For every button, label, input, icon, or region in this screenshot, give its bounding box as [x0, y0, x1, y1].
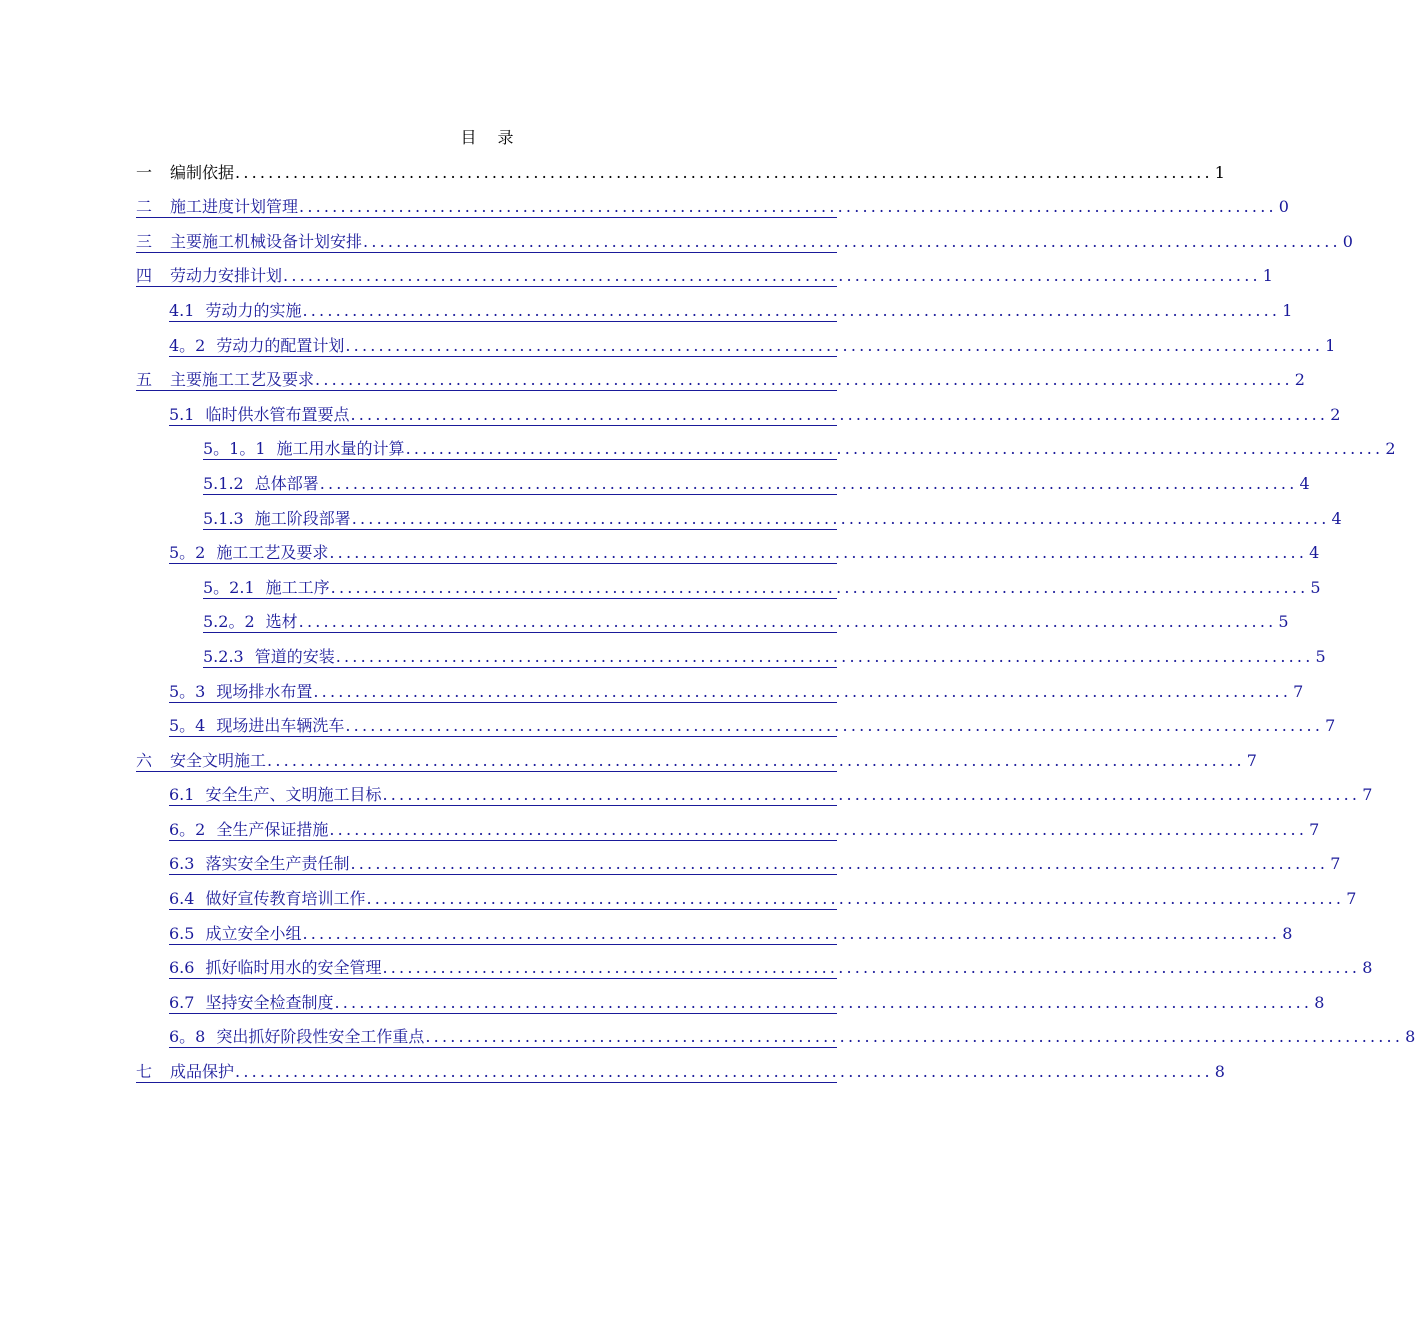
dot-leader: ......................................................................................................................	[345, 335, 1324, 355]
dot-leader: ......................................................................................................................	[315, 370, 1293, 390]
toc-entry-9[interactable]	[203, 431, 1396, 466]
toc-entry-number: 6.1	[169, 785, 195, 805]
toc-entry-page: 5	[1278, 612, 1289, 632]
dot-leader: ......................................................................................................................	[313, 681, 1292, 701]
toc-entry-10[interactable]	[203, 465, 1310, 500]
toc-entry-title: 安全文明施工	[170, 750, 267, 770]
toc-entry-number: 三	[136, 231, 153, 251]
dot-leader: ......................................................................................................................	[366, 889, 1345, 909]
toc-entry-page: 8	[1314, 992, 1325, 1012]
toc-entry-4[interactable]	[136, 258, 1273, 293]
toc-entry-number: 4.1	[169, 300, 195, 320]
toc-entry-page: 1	[1214, 162, 1225, 182]
toc-entry-number: 6。2	[169, 819, 206, 839]
toc-entry-3[interactable]	[136, 223, 1353, 258]
dot-leader: ......................................................................................................................	[350, 854, 1329, 874]
toc-entry-title: 现场进出车辆洗车	[216, 716, 345, 736]
toc-entry-page: 8	[1362, 958, 1373, 978]
dot-leader: ......................................................................................................................	[351, 508, 1330, 528]
toc-entry-title: 选材	[265, 612, 298, 632]
dot-leader: ......................................................................................................................	[302, 923, 1281, 943]
toc-entry-number: 6.3	[169, 854, 195, 874]
toc-entry-title: 劳动力的实施	[205, 300, 302, 320]
toc-entry-24[interactable]	[169, 950, 1373, 985]
toc-entry-title: 落实安全生产责任制	[205, 854, 350, 874]
toc-entry-17[interactable]	[169, 708, 1336, 743]
toc-entry-page: 1	[1262, 266, 1273, 286]
toc-entry-title: 总体部署	[254, 473, 319, 493]
toc-entry-title: 劳动力安排计划	[170, 266, 283, 286]
dot-leader: ......................................................................................................................	[267, 750, 1245, 770]
toc-entry-title: 管道的安装	[254, 646, 335, 666]
toc-entry-title: 劳动力的配置计划	[216, 335, 345, 355]
dot-leader: ......................................................................................................................	[319, 473, 1298, 493]
toc-entry-number: 5.2。2	[203, 612, 255, 632]
toc-entry-title: 抓好临时用水的安全管理	[205, 958, 382, 978]
toc-entry-number: 6.6	[169, 958, 195, 978]
toc-entry-page: 5	[1315, 646, 1326, 666]
toc-entry-page: 2	[1294, 370, 1305, 390]
toc-entry-page: 1	[1282, 300, 1293, 320]
dot-leader: ......................................................................................................................	[350, 404, 1329, 424]
toc-entry-13[interactable]	[203, 569, 1321, 604]
dot-leader: ......................................................................................................................	[329, 543, 1308, 563]
toc-entry-page: 7	[1330, 854, 1341, 874]
toc-entry-6[interactable]	[169, 327, 1336, 362]
toc-entry-number: 6.7	[169, 992, 195, 1012]
dot-leader: ......................................................................................................................	[405, 439, 1384, 459]
toc-entry-number: 4。2	[169, 335, 206, 355]
toc-entry-18[interactable]	[136, 742, 1257, 777]
toc-entry-title: 成品保护	[170, 1062, 235, 1082]
toc-entry-title: 坚持安全检查制度	[205, 992, 334, 1012]
toc-entry-title: 突出抓好阶段性安全工作重点	[216, 1027, 425, 1047]
dot-leader: ......................................................................................................................	[298, 612, 1277, 632]
toc-entry-title: 主要施工工艺及要求	[170, 370, 315, 390]
toc-entry-22[interactable]	[169, 880, 1357, 915]
toc-entry-title: 全生产保证措施	[216, 819, 329, 839]
toc-entry-title: 施工进度计划管理	[170, 197, 299, 217]
toc-entry-number: 5.1	[169, 404, 195, 424]
toc-entry-page: 2	[1385, 439, 1396, 459]
dot-leader: ......................................................................................................................	[425, 1027, 1404, 1047]
toc-entry-page: 7	[1309, 819, 1320, 839]
toc-entry-number: 6.4	[169, 889, 195, 909]
toc-entry-number: 5。2.1	[203, 577, 255, 597]
dot-leader: ......................................................................................................................	[363, 231, 1341, 251]
dot-leader: ......................................................................................................................	[235, 162, 1213, 182]
toc-entry-number: 四	[136, 266, 153, 286]
toc-entry-page: 7	[1246, 750, 1257, 770]
toc-entry-25[interactable]	[169, 984, 1325, 1019]
toc-entry-title: 临时供水管布置要点	[205, 404, 350, 424]
toc-entry-number: 七	[136, 1062, 153, 1082]
toc-entry-page: 4	[1299, 473, 1310, 493]
dot-leader: ......................................................................................................................	[299, 197, 1277, 217]
toc-entry-page: 4	[1309, 543, 1320, 563]
toc-entry-7[interactable]	[136, 362, 1305, 397]
dot-leader: ......................................................................................................................	[334, 992, 1313, 1012]
toc-entry-19[interactable]	[169, 777, 1373, 812]
toc-entry-page: 2	[1330, 404, 1341, 424]
toc-entry-title: 主要施工机械设备计划安排	[170, 231, 363, 251]
toc-entry-page: 8	[1214, 1062, 1225, 1082]
toc-entry-number: 5。3	[169, 681, 206, 701]
dot-leader: ......................................................................................................................	[382, 958, 1361, 978]
toc-title-char-1: 目	[460, 128, 478, 147]
dot-leader: ......................................................................................................................	[345, 716, 1324, 736]
toc-entry-page: 4	[1331, 508, 1342, 528]
toc-entry-number: 6。8	[169, 1027, 206, 1047]
toc-entry-title: 现场排水布置	[216, 681, 313, 701]
dot-leader: ......................................................................................................................	[283, 266, 1261, 286]
toc-entry-page: 0	[1278, 197, 1289, 217]
toc-entry-number: 二	[136, 197, 153, 217]
toc-entry-number: 五	[136, 370, 153, 390]
toc-entry-number: 5。4	[169, 716, 206, 736]
toc-entry-title: 编制依据	[170, 162, 235, 182]
toc-entry-2[interactable]	[136, 189, 1289, 224]
toc-entry-page: 7	[1362, 785, 1373, 805]
toc-entry-page: 5	[1310, 577, 1321, 597]
toc-entry-16[interactable]	[169, 673, 1304, 708]
toc-entry-page: 8	[1405, 1027, 1415, 1047]
toc-entry-number: 6.5	[169, 923, 195, 943]
toc-entry-title: 施工阶段部署	[254, 508, 351, 528]
toc-entry-title: 施工工序	[265, 577, 330, 597]
toc-entry-27[interactable]	[136, 1053, 1225, 1088]
toc-entry-title: 施工用水量的计算	[276, 439, 405, 459]
toc-entry-number: 5.2.3	[203, 646, 244, 666]
toc-entry-23[interactable]	[169, 915, 1293, 950]
toc-entry-21[interactable]	[169, 846, 1341, 881]
dot-leader: ......................................................................................................................	[235, 1062, 1213, 1082]
dot-leader: ......................................................................................................................	[330, 577, 1309, 597]
toc-entry-number: 六	[136, 750, 153, 770]
dot-leader: ......................................................................................................................	[329, 819, 1308, 839]
toc-entry-5[interactable]	[169, 292, 1293, 327]
toc-entry-15[interactable]	[203, 638, 1326, 673]
toc-entry-page: 7	[1293, 681, 1304, 701]
dot-leader: ......................................................................................................................	[382, 785, 1361, 805]
toc-entry-title: 成立安全小组	[205, 923, 302, 943]
toc-entry-page: 8	[1282, 923, 1293, 943]
toc-entry-20[interactable]	[169, 811, 1320, 846]
toc-entry-8[interactable]	[169, 396, 1341, 431]
toc-entry-number: 5。2	[169, 543, 206, 563]
table-of-contents	[0, 154, 1415, 1088]
toc-entry-title: 做好宣传教育培训工作	[205, 889, 366, 909]
toc-title	[0, 125, 975, 148]
dot-leader: ......................................................................................................................	[335, 646, 1314, 666]
toc-entry-page: 0	[1342, 231, 1353, 251]
toc-entry-1[interactable]	[136, 154, 1225, 189]
toc-entry-26[interactable]	[169, 1019, 1415, 1054]
toc-entry-number: 5.1.3	[203, 508, 244, 528]
toc-title-char-2: 录	[497, 128, 515, 147]
toc-entry-14[interactable]	[203, 604, 1289, 639]
toc-entry-12[interactable]	[169, 535, 1320, 570]
dot-leader: ......................................................................................................................	[302, 300, 1281, 320]
toc-entry-page: 1	[1325, 335, 1336, 355]
toc-entry-title: 安全生产、文明施工目标	[205, 785, 382, 805]
toc-entry-page: 7	[1325, 716, 1336, 736]
toc-entry-number: 5。1。1	[203, 439, 266, 459]
toc-entry-11[interactable]	[203, 500, 1342, 535]
toc-entry-page: 7	[1346, 889, 1357, 909]
toc-entry-title: 施工工艺及要求	[216, 543, 329, 563]
toc-entry-number: 5.1.2	[203, 473, 244, 493]
toc-entry-number: 一	[136, 162, 153, 182]
